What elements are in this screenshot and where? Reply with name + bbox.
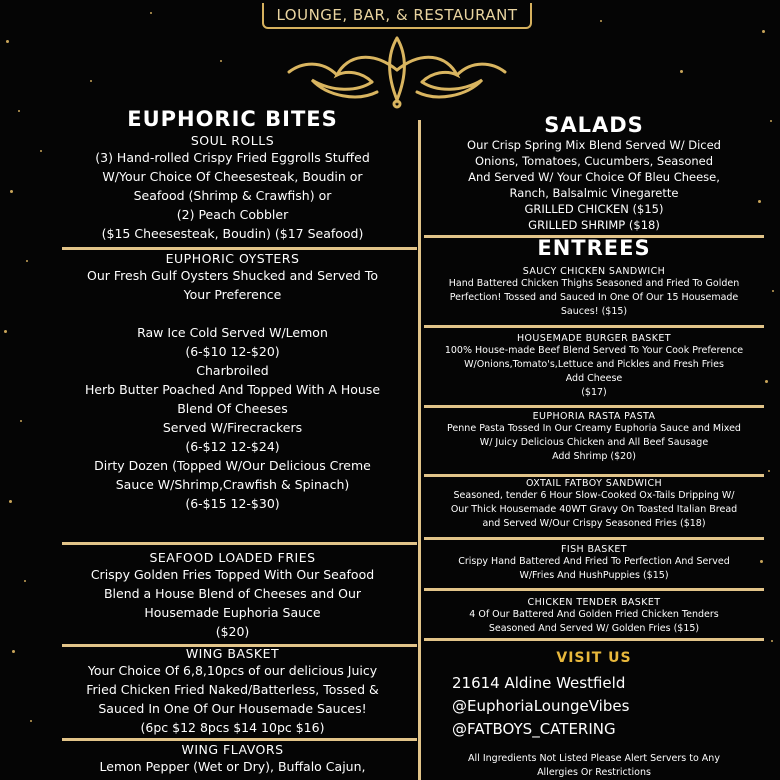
fries-line: Crispy Golden Fries Topped With Our Seafood <box>90 567 375 582</box>
oysters-line: (6-$10 12-$20) <box>185 344 280 359</box>
instagram-handle[interactable]: @EuphoriaLoungeVibes <box>452 697 630 715</box>
oysters-line: Served W/Firecrackers <box>162 420 303 435</box>
wing-flavors-section <box>40 742 425 776</box>
soul-rolls-title: SOUL ROLLS <box>190 133 275 148</box>
allergy-note <box>424 752 764 780</box>
oysters-line: (6-$15 12-$30) <box>185 496 280 511</box>
oysters-line: (6-$12 12-$24) <box>185 439 280 454</box>
entree-name: OXTAIL FATBOY SANDWICH <box>525 478 663 489</box>
gold-ornament-logo <box>277 30 517 110</box>
soul-rolls-line: (3) Hand-rolled Crispy Fried Eggrolls Stuffed <box>95 150 370 165</box>
divider-line <box>424 405 764 408</box>
salads-section <box>424 113 764 233</box>
soul-rolls-line: W/Your Choice Of Cheesesteak, Boudin or <box>102 169 363 184</box>
entree-desc: Seasoned And Served W/ Golden Fries ($15) <box>488 623 700 634</box>
fries-line: Blend a House Blend of Cheeses and Our <box>103 586 362 601</box>
entree-desc: and Served W/Our Crispy Seasoned Fries ($18) <box>482 518 706 529</box>
divider-line <box>424 537 764 540</box>
fries-line: Housemade Euphoria Sauce <box>144 605 321 620</box>
entree-desc: Penne Pasta Tossed In Our Creamy Euphoria Sauce and Mixed <box>447 423 741 434</box>
salads-price: GRILLED SHRIMP ($18) <box>528 218 660 232</box>
entree-desc: Our Thick Housemade 40WT Gravy On Toasted Italian Bread <box>450 504 738 515</box>
visit-us-heading: VISIT US <box>556 650 632 666</box>
wing-basket-section <box>40 646 425 737</box>
allergy-note-line: Allergies Or Restrictions <box>537 767 651 778</box>
soul-rolls-line: (2) Peach Cobbler <box>176 207 289 222</box>
entree-name: CHICKEN TENDER BASKET <box>527 597 661 608</box>
divider-line <box>424 474 764 477</box>
entree-item <box>424 478 764 531</box>
flavors-line: Lemon Pepper (Wet or Dry), Buffalo Cajun, <box>99 759 366 774</box>
seafood-fries-heading: SEAFOOD LOADED FRIES <box>149 550 316 565</box>
wings-price: (6pc $12 8pcs $14 10pc $16) <box>140 720 325 735</box>
oysters-line: Sauce W/Shrimp,Crawfish & Spinach) <box>115 477 350 492</box>
entrees-heading-wrap <box>424 236 764 260</box>
oysters-spacer <box>40 304 425 323</box>
entree-desc: Sauces! ($15) <box>560 306 628 317</box>
address: 21614 Aldine Westfield <box>452 674 626 692</box>
entree-desc: W/Fries And HushPuppies ($15) <box>519 570 669 581</box>
visit-us-section <box>424 650 764 666</box>
entree-desc: Seasoned, tender 6 Hour Slow-Cooked Ox-Tails Dripping W/ <box>453 490 735 501</box>
wings-line: Your Choice Of 6,8,10pcs of our delicious Juicy <box>87 663 378 678</box>
wing-flavors-heading: WING FLAVORS <box>181 742 284 757</box>
entree-item <box>424 544 764 583</box>
entree-desc: Add Cheese <box>565 373 623 384</box>
fries-price: ($20) <box>215 624 250 639</box>
wings-line: Fried Chicken Fried Naked/Batterless, Tossed & <box>86 682 379 697</box>
salads-line: Ranch, Balsalmic Vinegarette <box>509 186 679 200</box>
euphoric-oysters-heading: EUPHORIC OYSTERS <box>165 251 300 266</box>
divider-line <box>424 588 764 591</box>
entree-desc: Hand Battered Chicken Thighs Seasoned and Fried To Golden <box>448 278 740 289</box>
divider-line <box>62 542 417 545</box>
brand-tagline: LOUNGE, BAR, & RESTAURANT <box>262 3 532 29</box>
divider-line <box>424 638 764 641</box>
entree-desc: Crispy Hand Battered And Fried To Perfection And Served <box>458 556 730 567</box>
entree-name: EUPHORIA RASTA PASTA <box>532 411 656 422</box>
entree-desc: W/ Juicy Delicious Chicken and All Beef Sausage <box>479 437 709 448</box>
euphoric-oysters-section <box>40 251 425 513</box>
soul-rolls-line: Seafood (Shrimp & Crawfish) or <box>133 188 332 203</box>
entree-item <box>424 333 764 400</box>
entree-desc: Add Shrimp ($20) <box>552 451 636 462</box>
oysters-line: Herb Butter Poached And Topped With A House <box>84 382 381 397</box>
divider-line <box>62 247 417 250</box>
salads-heading: SALADS <box>544 113 644 137</box>
catering-handle[interactable]: @FATBOYS_CATERING <box>452 720 616 738</box>
entree-name: SAUCY CHICKEN SANDWICH <box>522 266 666 277</box>
divider-line <box>424 325 764 328</box>
entree-name: HOUSEMADE BURGER BASKET <box>517 333 671 344</box>
soul-rolls-price: ($15 Cheesesteak, Boudin) ($17 Seafood) <box>101 226 364 241</box>
entree-item <box>424 266 764 319</box>
oysters-line: Blend Of Cheeses <box>177 401 288 416</box>
salads-line: Our Crisp Spring Mix Blend Served W/ Diced <box>467 138 721 152</box>
visit-us-details <box>452 672 752 741</box>
entree-desc: Perfection! Tossed and Sauced In One Of Our 15 Housemade <box>449 292 739 303</box>
entrees-heading: ENTREES <box>537 236 651 260</box>
entree-name: FISH BASKET <box>561 544 627 555</box>
wing-basket-heading: WING BASKET <box>185 646 280 661</box>
entree-desc: 4 Of Our Battered And Golden Fried Chicken Tenders <box>469 609 719 620</box>
entree-item <box>424 411 764 464</box>
seafood-fries-section <box>40 550 425 641</box>
divider-line <box>62 738 417 741</box>
oysters-line: Raw Ice Cold Served W/Lemon <box>137 325 328 340</box>
salads-line: And Served W/ Your Choice Of Bleu Cheese, <box>468 170 720 184</box>
oysters-line: Dirty Dozen (Topped W/Our Delicious Creme <box>94 458 371 473</box>
wings-line: Sauced In One Of Our Housemade Sauces! <box>98 701 367 716</box>
oysters-line: Charbroiled <box>196 363 269 378</box>
allergy-note-line: All Ingredients Not Listed Please Alert Servers to Any <box>468 753 720 764</box>
euphoric-bites-heading: EUPHORIC BITES <box>127 107 338 131</box>
salads-price: GRILLED CHICKEN ($15) <box>524 202 664 216</box>
euphoric-bites-section <box>40 107 425 243</box>
entree-desc: 100% House-made Beef Blend Served To Your Cook Preference <box>444 345 744 356</box>
entree-desc: ($17) <box>581 387 607 398</box>
entree-desc: W/Onions,Tomato's,Lettuce and Pickles and Fresh Fries <box>464 359 724 370</box>
oysters-line: Your Preference <box>183 287 282 302</box>
salads-line: Onions, Tomatoes, Cucumbers, Seasoned <box>474 154 714 168</box>
entree-item <box>424 597 764 636</box>
oysters-line: Our Fresh Gulf Oysters Shucked and Served To <box>87 268 378 283</box>
restaurant-header <box>262 0 532 112</box>
